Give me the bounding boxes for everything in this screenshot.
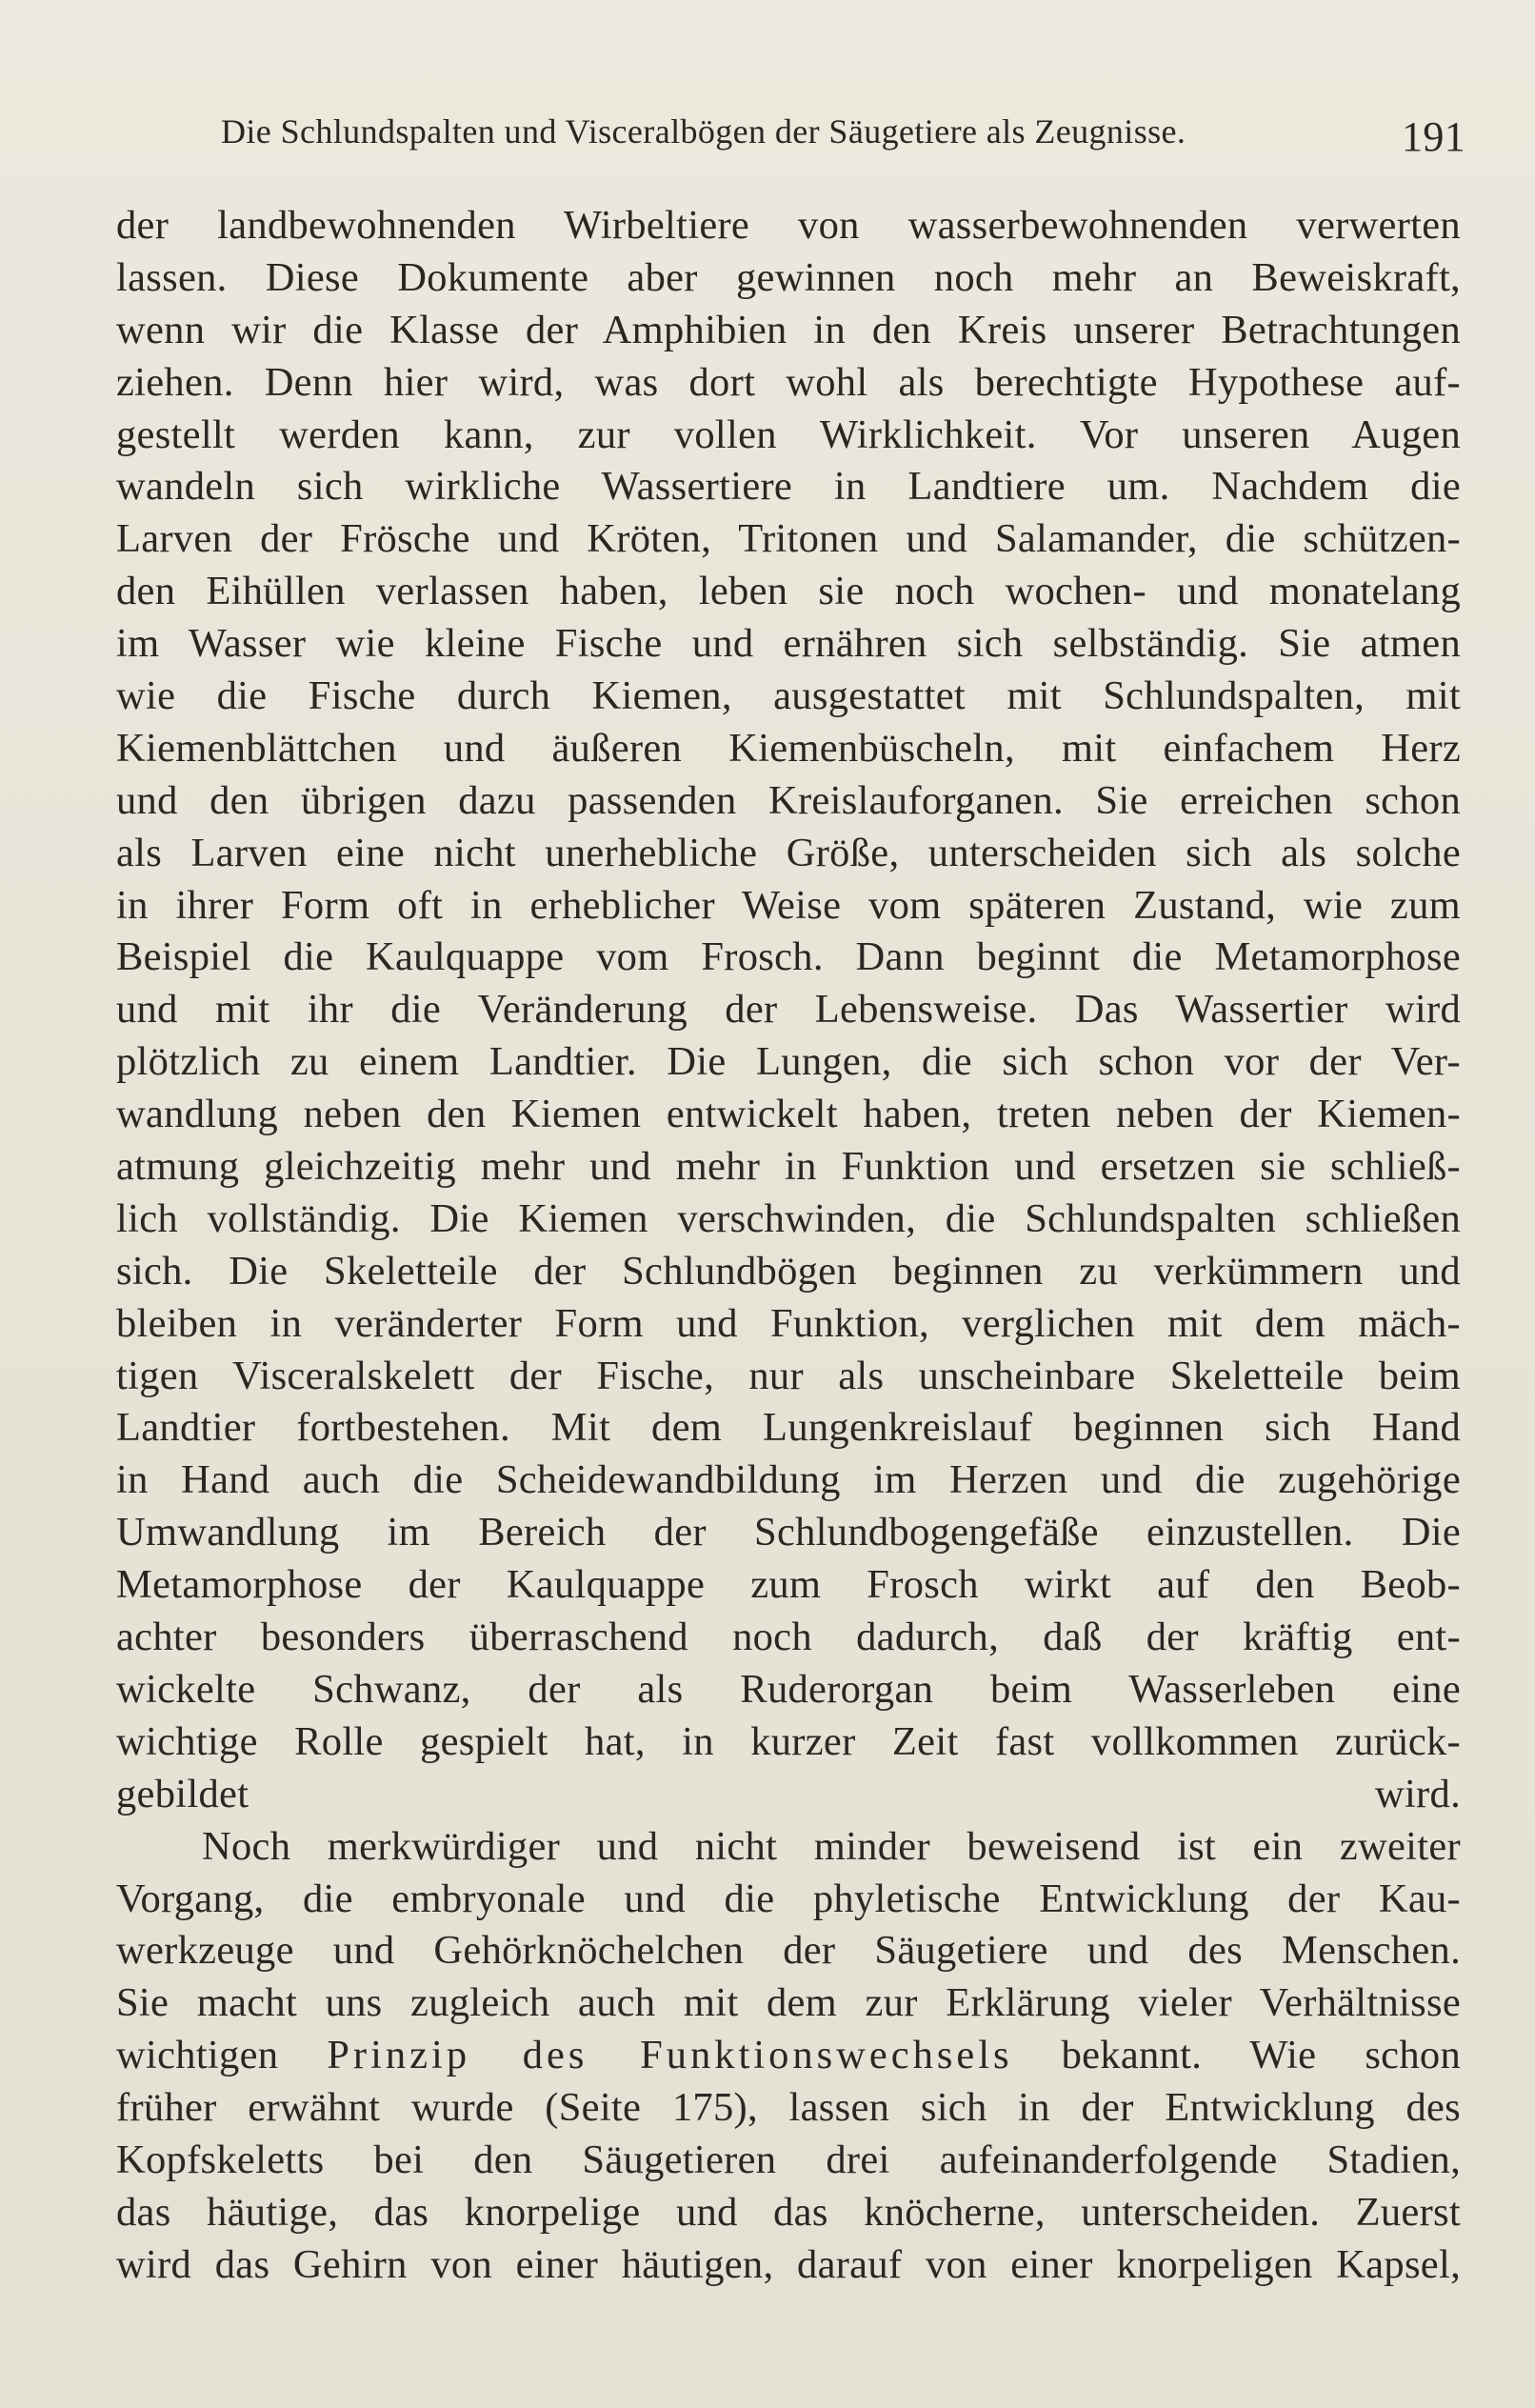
text-line: lich vollständig. Die Kiemen verschwinden, die Schlundspalten schließen <box>116 1195 1461 1241</box>
text-line: werkzeuge und Gehörknöchelchen der Säugetiere und des Menschen. <box>116 1928 1461 1974</box>
text-line: im Wasser wie kleine Fische und ernähren sich selbständig. Sie atmen <box>116 621 1461 667</box>
text-line: früher erwähnt wurde (Seite 175), lassen sich in der Entwicklung des <box>116 2085 1461 2131</box>
text-line: Kiemenblättchen und äußeren Kiemenbüscheln, mit einfachem Herz <box>116 725 1461 771</box>
text-line: tigen Visceralskelett der Fische, nur als unscheinbare Skeletteile beim <box>116 1353 1461 1398</box>
text-line: wandlung neben den Kiemen entwickelt haben, treten neben der Kiemen- <box>116 1092 1461 1137</box>
text-line: wird das Gehirn von einer häutigen, darauf von einer knorpeligen Kapsel, <box>116 2241 1461 2287</box>
text-line: wickelte Schwanz, der als Ruderorgan beim Wasserleben eine <box>116 1666 1461 1712</box>
body-text <box>116 200 1461 2292</box>
text-line: der landbewohnenden Wirbeltiere von wasserbewohnenden verwerten <box>116 203 1461 248</box>
text-line: in Hand auch die Scheidewandbildung im Herzen und die zugehörige <box>116 1457 1461 1503</box>
running-title: Die Schlundspalten und Visceralbögen der Säugetiere als Zeugnisse. <box>221 112 1186 150</box>
text-line: gestellt werden kann, zur vollen Wirklichkeit. Vor unseren Augen <box>116 411 1461 457</box>
text-line: plötzlich zu einem Landtier. Die Lungen, die sich schon vor der Ver- <box>116 1039 1461 1085</box>
text-line: Kopfskeletts bei den Säugetieren drei aufeinanderfolgende Stadien, <box>116 2137 1461 2182</box>
text-line: ziehen. Denn hier wird, was dort wohl als berechtigte Hypothese auf- <box>116 359 1461 405</box>
text-line: Vorgang, die embryonale und die phyletische Entwicklung der Kau- <box>116 1876 1461 1921</box>
paragraph-2 <box>116 1821 1461 2292</box>
text-line: wie die Fische durch Kiemen, ausgestattet mit Schlundspalten, mit <box>116 673 1461 719</box>
paragraph-1 <box>116 200 1461 1821</box>
text-line: den Eihüllen verlassen haben, leben sie noch wochen- und monatelang <box>116 569 1461 614</box>
text-line-spaced: wichtigen Prinzip des Funktionswechsels bekannt. Wie schon <box>116 2033 1461 2078</box>
text-line: das häutige, das knorpelige und das knöcherne, unterscheiden. Zuerst <box>116 2189 1461 2235</box>
text-line: gebildet wird. <box>116 1771 1461 1816</box>
text-line: Sie macht uns zugleich auch mit dem zur Erklärung vieler Verhältnisse <box>116 1980 1461 2026</box>
running-head <box>221 103 1466 160</box>
text-line: und mit ihr die Veränderung der Lebensweise. Das Wassertier wird <box>116 987 1461 1033</box>
text-line: achter besonders überraschend noch dadurch, daß der kräftig ent- <box>116 1615 1461 1660</box>
text-line: lassen. Diese Dokumente aber gewinnen noch mehr an Beweiskraft, <box>116 254 1461 300</box>
text-line: Landtier fortbestehen. Mit dem Lungenkreislauf beginnen sich Hand <box>116 1405 1461 1451</box>
text-line: Umwandlung im Bereich der Schlundbogengefäße einzustellen. Die <box>116 1510 1461 1555</box>
text-line: wichtige Rolle gespielt hat, in kurzer Zeit fast vollkommen zurück- <box>116 1718 1461 1764</box>
text-line: atmung gleichzeitig mehr und mehr in Funktion und ersetzen sie schließ- <box>116 1144 1461 1190</box>
text-line: sich. Die Skeletteile der Schlundbögen beginnen zu verkümmern und <box>116 1248 1461 1294</box>
text-line: wenn wir die Klasse der Amphibien in den Kreis unserer Betrachtungen <box>116 307 1461 352</box>
text-line: wandeln sich wirkliche Wassertiere in Landtiere um. Nachdem die <box>116 464 1461 510</box>
text-line: Noch merkwürdiger und nicht minder beweisend ist ein zweiter <box>202 1823 1461 1869</box>
text-line: bleiben in veränderter Form und Funktion, verglichen mit dem mäch- <box>116 1300 1461 1346</box>
page-number: 191 <box>1402 113 1466 160</box>
text-line: Larven der Frösche und Kröten, Tritonen und Salamander, die schützen- <box>116 516 1461 562</box>
text-line: Beispiel die Kaulquappe vom Frosch. Dann beginnt die Metamorphose <box>116 934 1461 980</box>
text-line: als Larven eine nicht unerhebliche Größe, unterscheiden sich als solche <box>116 830 1461 875</box>
text-line: in ihrer Form oft in erheblicher Weise vom späteren Zustand, wie zum <box>116 882 1461 928</box>
text-line: Metamorphose der Kaulquappe zum Frosch wirkt auf den Beob- <box>116 1562 1461 1608</box>
spaced-emphasis: Prinzip des Funktionswechsels <box>327 2033 1013 2078</box>
text-line: und den übrigen dazu passenden Kreislauforganen. Sie erreichen schon <box>116 777 1461 823</box>
